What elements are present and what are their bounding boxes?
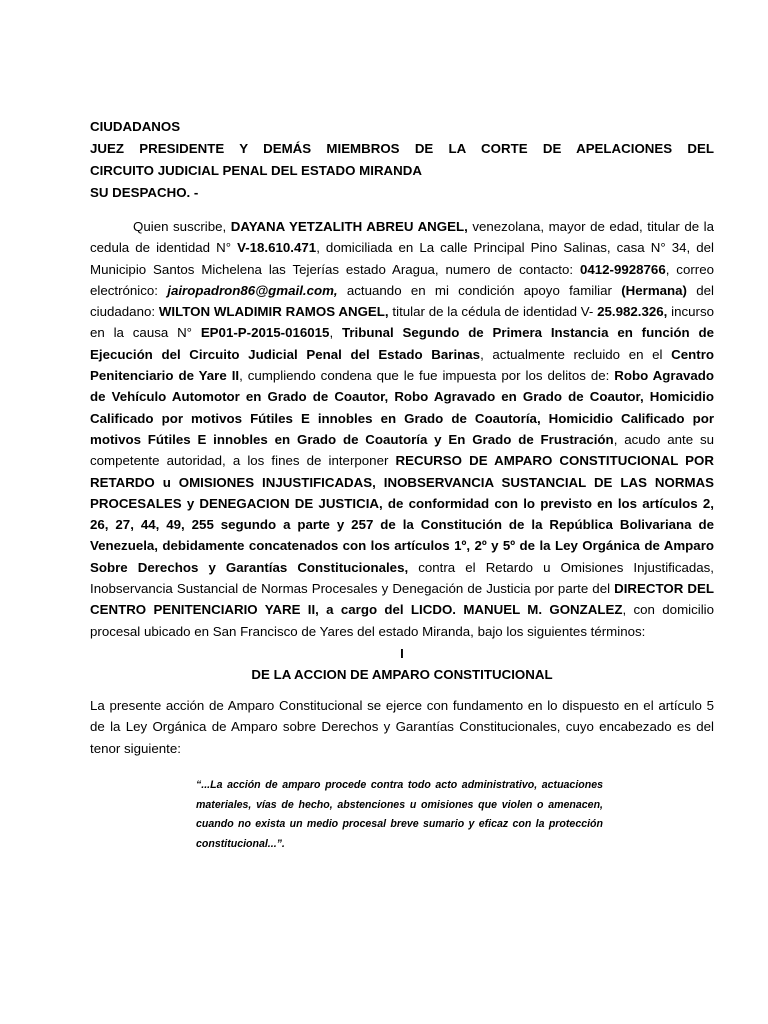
text-run: venezolana, mayor de edad, titular de la cedula de identidad N°	[90, 219, 715, 256]
text-run: incurso en la causa N°	[90, 304, 715, 341]
quoted-article: “...La acción de amparo procede contra todo acto administrativo, actuaciones materiales, vías de hecho, abstenciones u omisiones que violen o amenacen, cuando no exista un medio procesal breve sumario y eficaz con la protección constitucional...”.	[196, 778, 603, 850]
petitioner-id: V-18.610.471	[237, 240, 317, 256]
document-body	[90, 116, 714, 865]
relationship: (Hermana)	[621, 282, 687, 298]
text-run: Quien suscribe,	[133, 219, 231, 234]
addressee-line-3: CIRCUITO JUDICIAL PENAL DEL ESTADO MIRANDA	[90, 163, 422, 178]
petitioner-name: DAYANA YETZALITH ABREU ANGEL,	[230, 219, 468, 234]
text-run: , acudo ante su competente autoridad, a los fines de interponer	[90, 431, 714, 469]
case-number: EP01-P-2015-016015	[200, 325, 330, 341]
offenses: Robo Agravado de Vehículo Automotor en Grado de Coautor, Robo Agravado en Grado de Coautor, Homicidio Calificado por motivos Fútiles E innobles en Grado de Coautoría, Homicidio Calificado por motivos Fútiles E innobles en Grado de Coautoría y En Grado de Frustración	[90, 368, 715, 447]
tribunal-name: Tribunal Segundo de Primera Instancia en función de Ejecución del Circuito Judicial Penal del Estado Barinas	[90, 325, 714, 362]
text-run: actuando en mi condición apoyo familiar	[337, 282, 622, 298]
section-title: DE LA ACCION DE AMPARO CONSTITUCIONAL	[251, 666, 553, 682]
text-run: contra el Retardo u Omisiones Injustificadas, Inobservancia Sustancial de Normas Procesales y Denegación de Justicia por parte del	[90, 559, 714, 597]
section-numeral: I	[400, 645, 404, 661]
main-paragraph	[90, 216, 714, 642]
beneficiary-id: 25.982.326,	[597, 304, 668, 320]
text-run: , cumpliendo condena que le fue impuesta por los delitos de:	[239, 368, 615, 384]
contact-phone: 0412-9928766	[579, 261, 666, 277]
legal-basis-paragraph: La presente acción de Amparo Constitucional se ejerce con fundamento en lo dispuesto en el artículo 5 de la Ley Orgánica de Amparo sobre Derechos y Garantías Constitucionales, cuyo encabezado es del tenor siguiente:	[90, 697, 714, 756]
text-run: , con domicilio procesal ubicado en San Francisco de Yares del estado Miranda, bajo los siguientes términos:	[90, 602, 715, 639]
prison-name: Centro Penitenciario de Yare II	[90, 346, 714, 384]
contact-email: jairopadron86@gmail.com,	[167, 282, 338, 298]
text-run: titular de la cédula de identidad V-	[388, 304, 598, 320]
text-run: ,	[329, 325, 342, 341]
addressee-line-2: JUEZ PRESIDENTE Y DEMÁS MIEMBROS DE LA CORTE DE APELACIONES DEL	[90, 141, 714, 156]
text-run: del ciudadano:	[90, 282, 714, 320]
remedy-type: RECURSO DE AMPARO CONSTITUCIONAL POR RETARDO u OMISIONES INJUSTIFICADAS, INOBSERVANCIA SUSTANCIAL DE LAS NORMAS PROCESALES y DENEGACION DE JUSTICIA, de conformidad con lo previsto en los artículos 2, 26, 27, 44, 49, 255 segundo a parte y 257 de la Constitución de la República Bolivariana de Venezuela, debidamente concatenados con los artículos 1º, 2º y 5º de la Ley Orgánica de Amparo Sobre Derechos y Garantías Constitucionales,	[90, 453, 714, 575]
beneficiary-name: WILTON WLADIMIR RAMOS ANGEL,	[158, 304, 389, 320]
text-run: , correo electrónico:	[90, 261, 714, 298]
addressee-line-4: SU DESPACHO. -	[90, 185, 199, 200]
addressee-line-1: CIUDADANOS	[90, 119, 181, 134]
text-run: , actualmente recluido en el	[480, 346, 672, 362]
respondent: DIRECTOR DEL CENTRO PENITENCIARIO YARE II, a cargo del LICDO. MANUEL M. GONZALEZ	[90, 581, 714, 618]
text-run: , domiciliada en La calle Principal Pino Salinas, casa N° 34, del Municipio Santos Michelena las Tejerías estado Aragua, numero de contacto:	[90, 240, 714, 277]
